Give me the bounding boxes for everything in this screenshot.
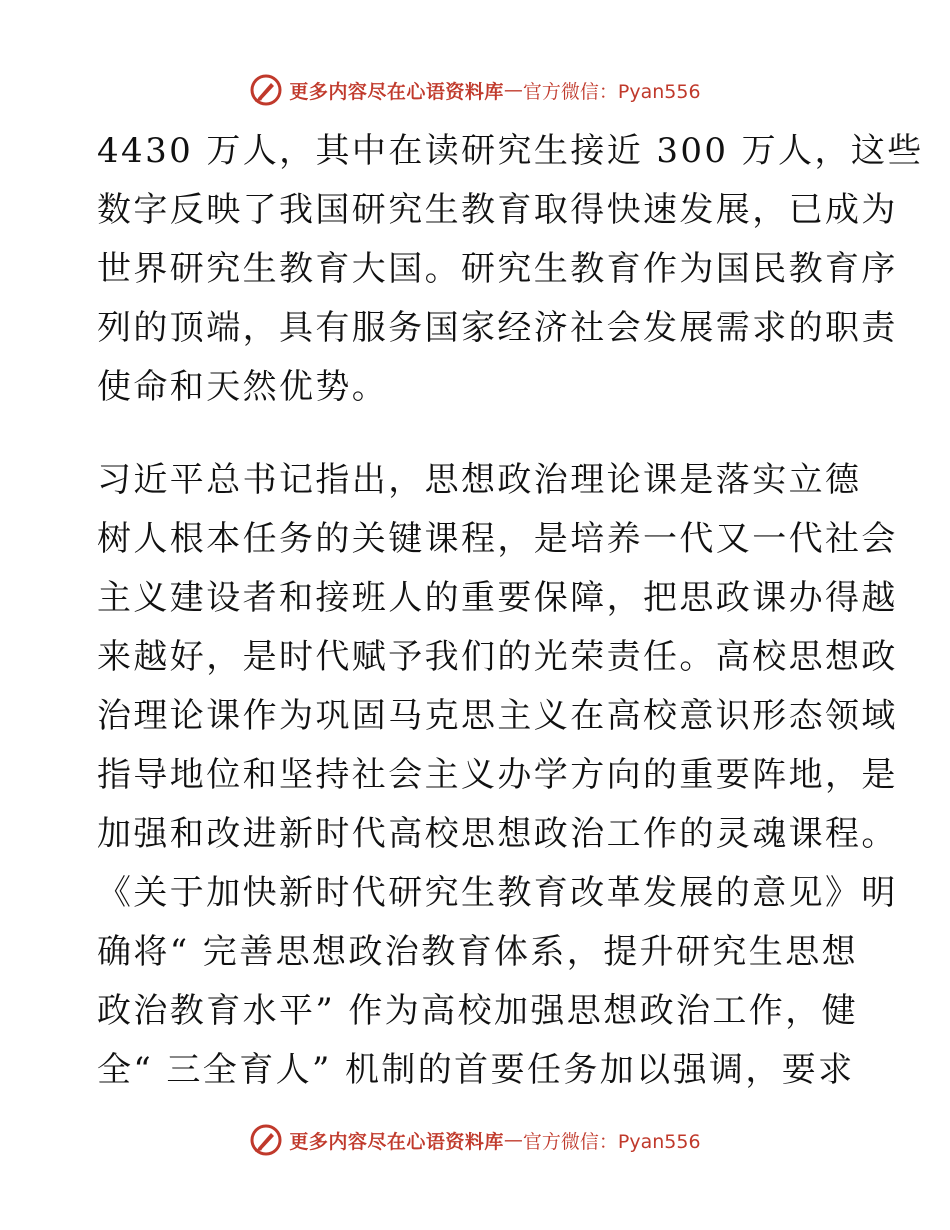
banner-wechat: 官方微信：Pyan556: [522, 1130, 701, 1153]
text-line: 列的顶端，具有服务国家经济社会发展需求的职责: [97, 308, 898, 348]
banner-separator: —: [503, 79, 523, 101]
paragraph-gap: [97, 417, 857, 451]
text-line: 数字反映了我国研究生教育取得快速发展，已成为: [97, 190, 898, 230]
pen-circle-logo-icon: [249, 1123, 283, 1157]
text-line: 指导地位和坚持社会主义办学方向的重要阵地，是: [97, 755, 898, 795]
text-line: 确将“ 完善思想政治教育体系，提升研究生思想: [97, 932, 858, 972]
text-line: 树人根本任务的关键课程，是培养一代又一代社会: [97, 519, 898, 559]
text-line: 使命和天然优势。: [97, 367, 389, 407]
text-line: 治理论课作为巩固马克思主义在高校意识形态领域: [97, 696, 898, 736]
paragraph: [97, 122, 924, 417]
text-line: 习近平总书记指出，思想政治理论课是落实立德: [97, 460, 862, 500]
banner-title: 更多内容尽在心语资料库: [289, 1130, 504, 1153]
banner-title: 更多内容尽在心语资料库: [289, 80, 504, 103]
text-line: 4430 万人，其中在读研究生接近 300 万人，这些: [97, 131, 924, 171]
text-line: 来越好，是时代赋予我们的光荣责任。高校思想政: [97, 637, 898, 677]
text-line: 加强和改进新时代高校思想政治工作的灵魂课程。: [97, 814, 898, 854]
pen-circle-logo-icon: [249, 73, 283, 107]
text-line: 主义建设者和接班人的重要保障，把思政课办得越: [97, 578, 898, 618]
text-line: 全“ 三全育人” 机制的首要任务加以强调，要求: [97, 1050, 855, 1090]
text-line: 《关于加快新时代研究生教育改革发展的意见》明: [97, 873, 898, 913]
document-body: [97, 122, 924, 1100]
paragraph: [97, 451, 898, 1100]
text-line: 政治教育水平” 作为高校加强思想政治工作，健: [97, 991, 858, 1031]
text-line: 世界研究生教育大国。研究生教育作为国民教育序: [97, 249, 898, 289]
footer-banner: [0, 1120, 950, 1160]
banner-wechat: 官方微信：Pyan556: [522, 80, 701, 103]
banner-separator: —: [503, 1129, 523, 1151]
header-banner: [0, 70, 950, 110]
